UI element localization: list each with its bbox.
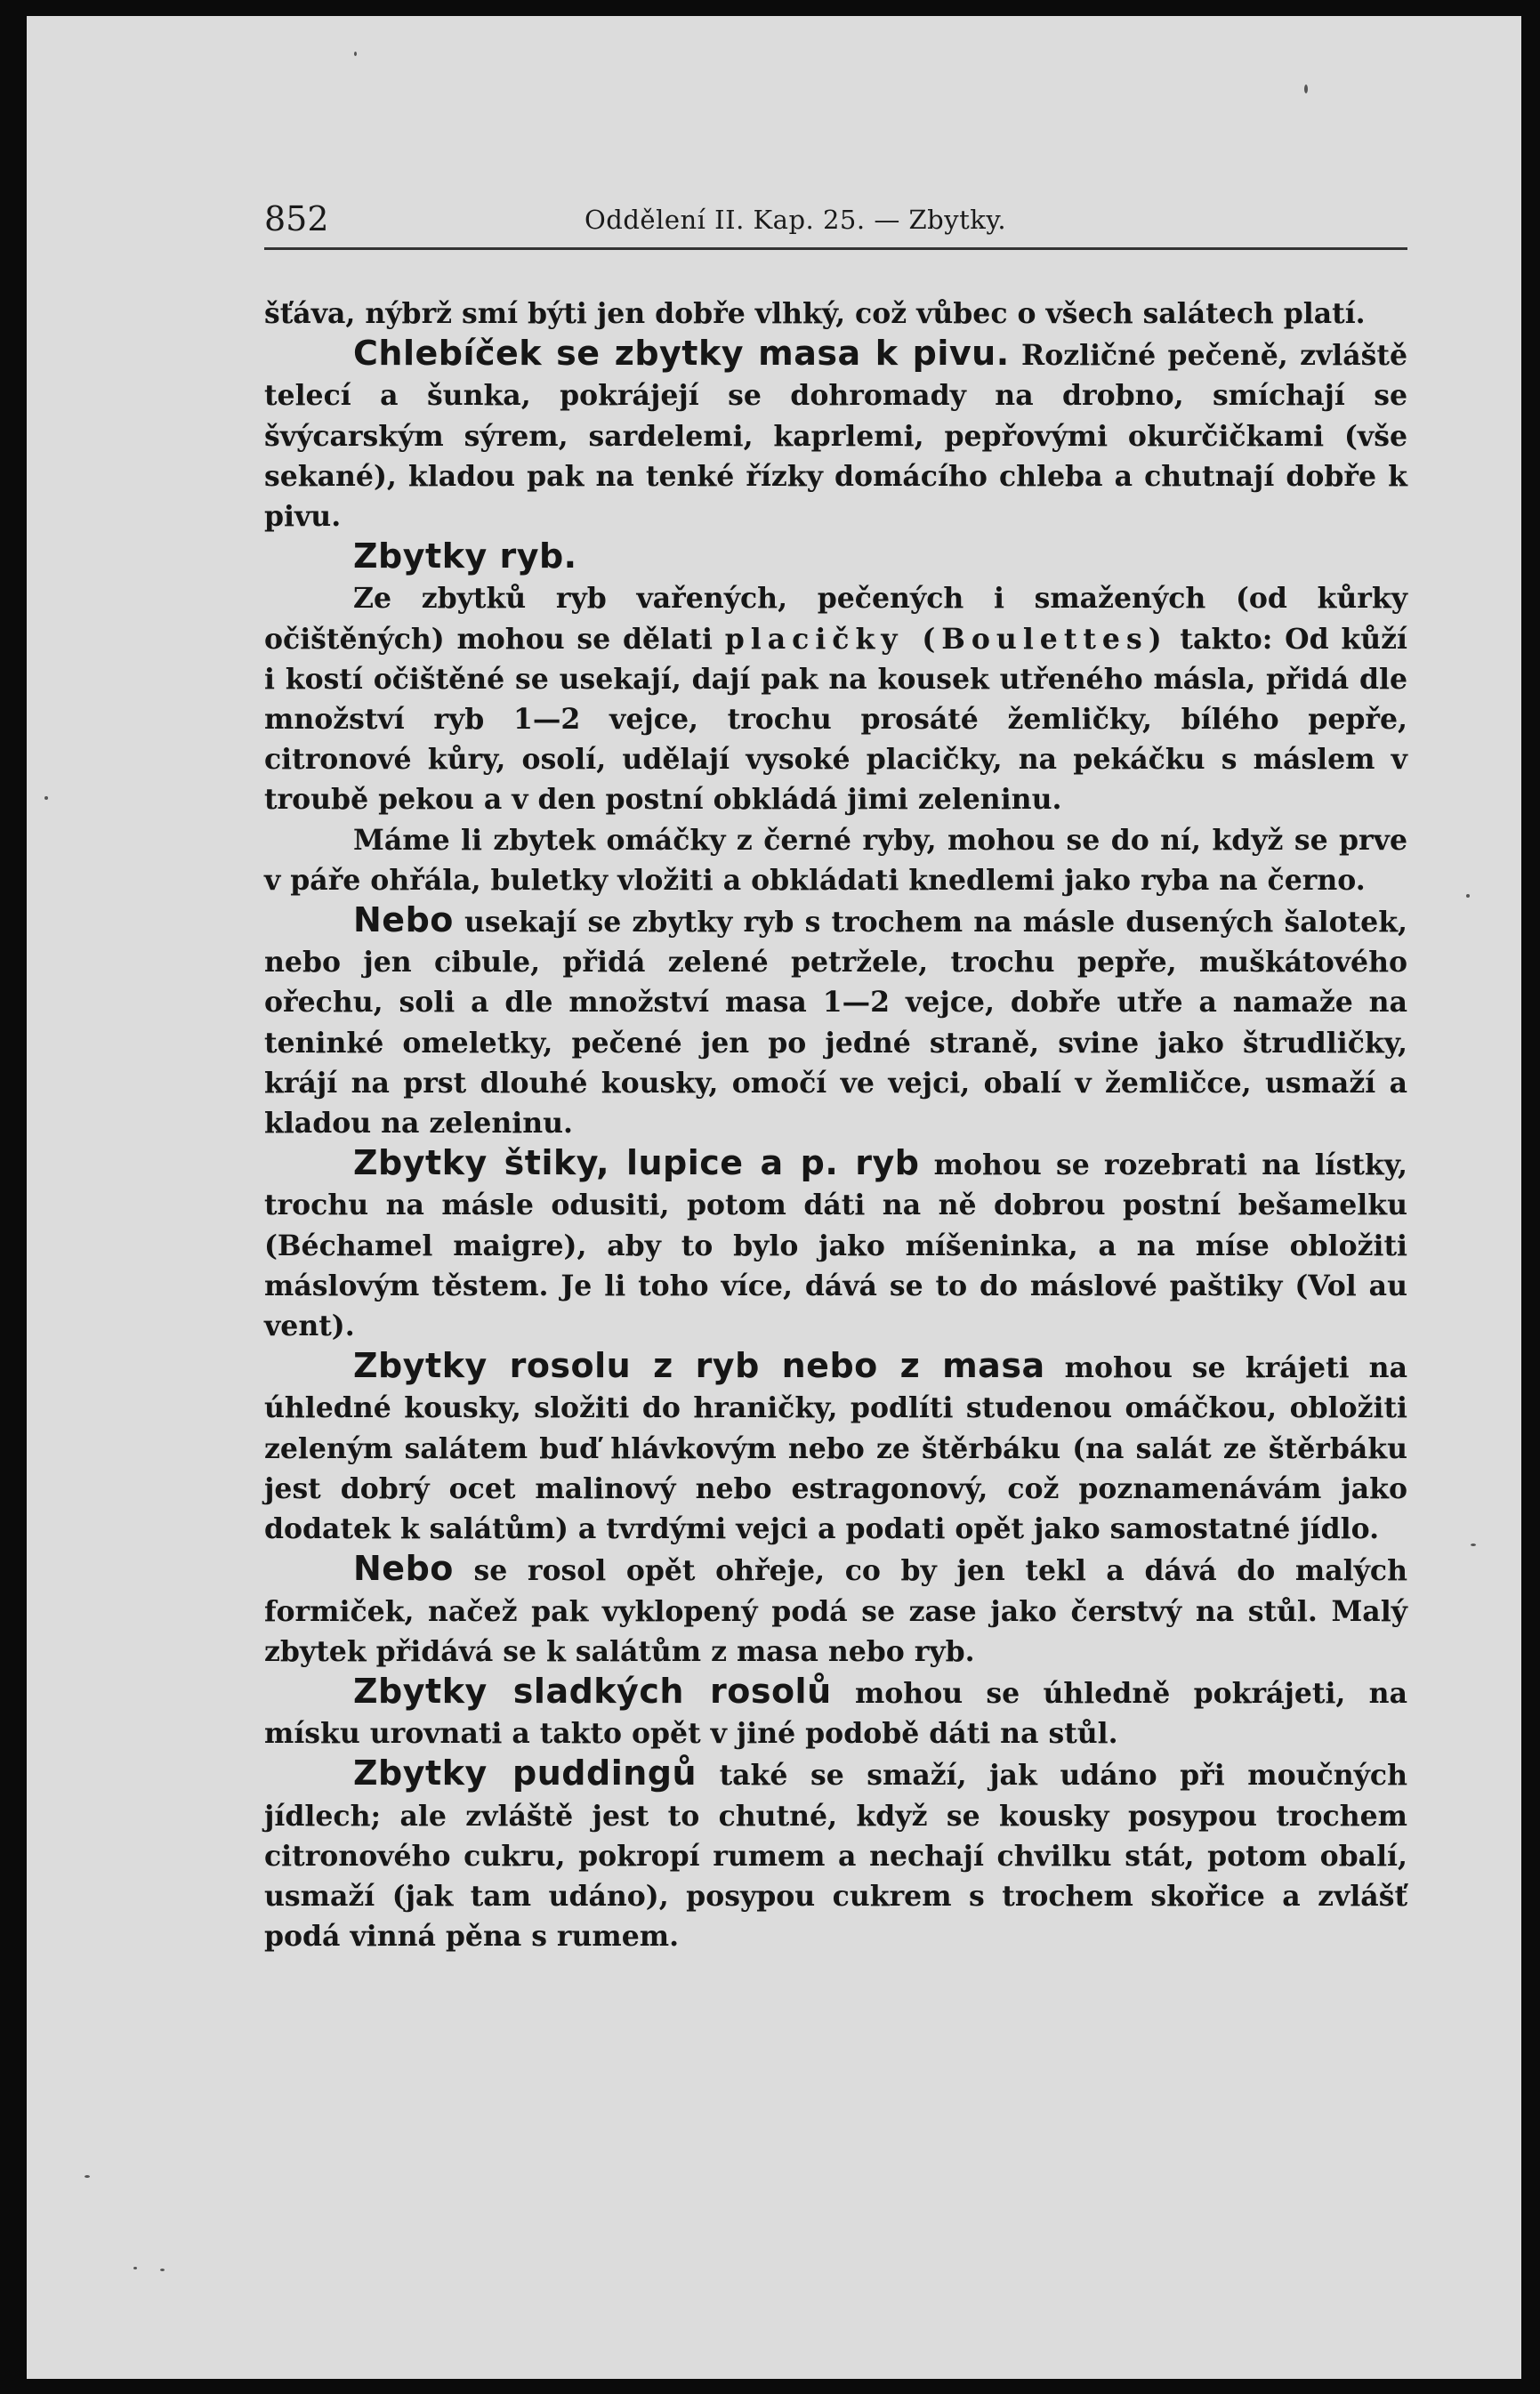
section-heading: Zbytky sladkých rosolů bbox=[353, 1671, 832, 1711]
paragraph bbox=[264, 536, 1407, 578]
section-heading: Zbytky rosolu z ryb nebo z masa bbox=[353, 1346, 1045, 1386]
paragraph: Zbytky puddingů také se smaží, jak udáno při moučných jídlech; ale zvláště jest to chutné, když se kousky posypou trochem citronového cukru, pokropí rumem a nechají chvilku stát, potom obalí, usmaží (jak tam udáno), posypou cukrem s trochem skořice a zvlášť podá vinná pěna s rumem. bbox=[264, 1753, 1407, 1954]
speck bbox=[160, 2269, 165, 2271]
paragraph: Ze zbytků ryb vařených, pečených i smažených (od kůrky očištěných) mohou se dělati placičky (Boulettes) takto: Od kůží i kostí očištěné se usekají, dají pak na kousek utřeného másla, přidá dle množství ryb 1—2 vejce, trochu prosáté žemličky, bílého pepře, citronové kůry, osolí, udělají vysoké placičky, na pekáčku s máslem v troubě pekou a v den postní obkládá jimi zeleninu. bbox=[264, 582, 1407, 817]
paragraph: Nebo usekají se zbytky ryb s trochem na másle dusených šalotek, nebo jen cibule, přidá zelené petržele, trochu pepře, muškátového ořechu, soli a dle množství masa 1—2 vejce, dobře utře a namaže na teninké omeletky, pečené jen po jedné straně, svine jako štrudličky, krájí na prst dlouhé kousky, omočí ve vejci, obalí v žemličce, usmaží a kladou na zeleninu. bbox=[264, 900, 1407, 1141]
spaced-term: placičky (Boulettes) bbox=[724, 622, 1168, 656]
page-text bbox=[264, 294, 1407, 1956]
speck bbox=[354, 52, 357, 56]
speck bbox=[85, 2175, 90, 2178]
paragraph: Zbytky rosolu z ryb nebo z masa mohou se krájeti na úhledné kousky, složiti do hraničky, podlíti studenou omáčkou, obložiti zeleným salátem buď hlávkovým nebo ze štěrbáku (na salát ze štěrbáku jest dobrý ocet malinový nebo estragonový, což poznamenávám jako dodatek k salátům) a tvrdými vejci a podati opět jako samostatné jídlo. bbox=[264, 1346, 1407, 1546]
paragraph: šťáva, nýbrž smí býti jen dobře vlhký, což vůbec o všech salátech platí. bbox=[264, 297, 1366, 330]
paragraph: Zbytky sladkých rosolů mohou se úhledně pokrájeti, na mísku urovnati a takto opět v jiné podobě dáti na stůl. bbox=[264, 1671, 1407, 1751]
paragraph: Chlebíček se zbytky masa k pivu. Rozličné pečeně, zvláště telecí a šunka, pokrájejí se dohromady na drobno, smíchají se švýcarským sýrem, sardelemi, kaprlemi, pepřovými okurčičkami (vše sekané), kladou pak na tenké řízky domácího chleba a chutnají dobře k pivu. bbox=[264, 334, 1407, 534]
paragraph: Zbytky štiky, lupice a p. ryb mohou se rozebrati na lístky, trochu na másle odusiti, potom dáti na ně dobrou postní bešamelku (Béchamel maigre), aby to bylo jako míšeninka, a na míse obložiti máslovým těstem. Je li toho více, dává se to do máslové paštiky (Vol au vent). bbox=[264, 1143, 1407, 1343]
speck bbox=[1466, 894, 1470, 898]
paragraph: Nebo se rosol opět ohřeje, co by jen tekl a dává do malých formiček, načež pak vyklopený podá se zase jako čerstvý na stůl. Malý zbytek přidává se k salátům z masa nebo ryb. bbox=[264, 1549, 1407, 1668]
page-number: 852 bbox=[264, 199, 329, 238]
speck bbox=[44, 796, 48, 800]
section-heading: Zbytky štiky, lupice a p. ryb bbox=[353, 1143, 920, 1183]
section-heading: Chlebíček se zbytky masa k pivu. bbox=[353, 334, 1010, 374]
section-heading: Nebo bbox=[353, 1549, 454, 1589]
page-header bbox=[264, 197, 1407, 242]
running-head: Oddělení II. Kap. 25. — Zbytky. bbox=[585, 205, 1007, 235]
speck bbox=[1304, 85, 1308, 93]
speck bbox=[1471, 1544, 1476, 1546]
header-rule bbox=[264, 247, 1407, 250]
section-heading: Zbytky puddingů bbox=[353, 1753, 697, 1793]
section-heading: Nebo bbox=[353, 900, 454, 940]
speck bbox=[133, 2267, 137, 2269]
section-heading: Zbytky ryb. bbox=[353, 536, 577, 576]
paragraph: Máme li zbytek omáčky z černé ryby, mohou se do ní, když se prve v páře ohřála, buletky vložiti a obkládati knedlemi jako ryba na černo. bbox=[264, 823, 1407, 897]
